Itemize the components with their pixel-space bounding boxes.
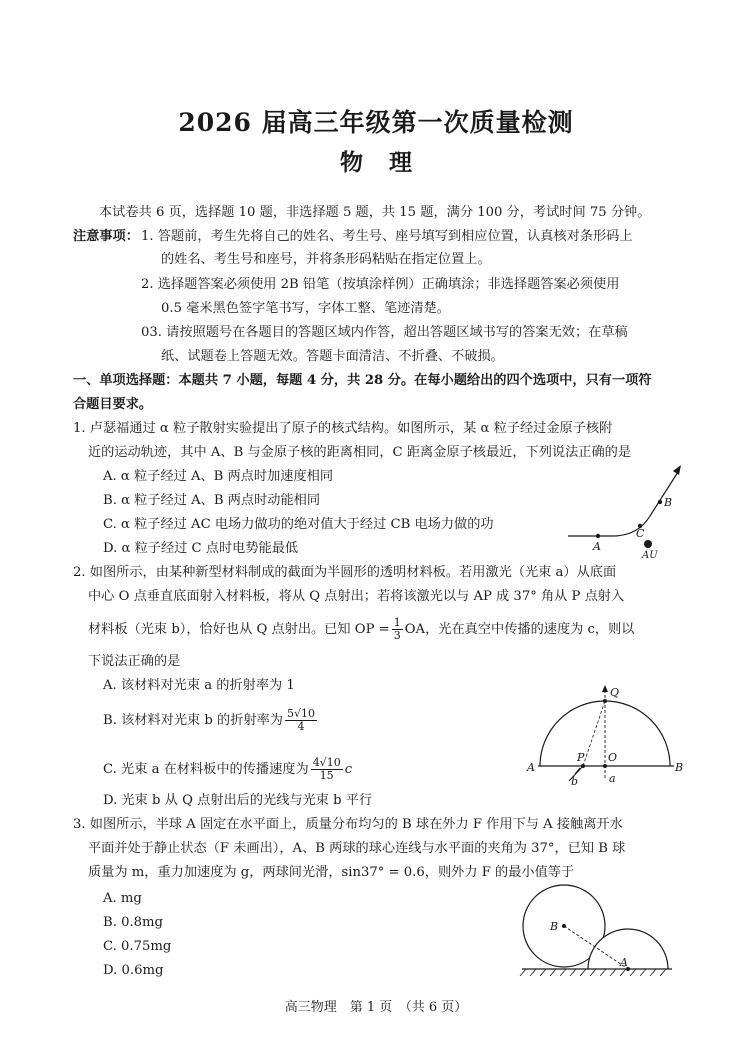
q1-option-c: C. α 粒子经过 AC 电场力做功的绝对值大于经过 CB 电场力做的功: [103, 517, 494, 532]
q2-option-b-fraction: [285, 708, 317, 733]
q2-label-beam-a: a: [609, 772, 616, 785]
q3-spheres-figure: [516, 880, 676, 984]
q3-stem-line-1: 3. 如图所示，半球 A 固定在水平面上，质量分布均匀的 B 球在外力 F 作用下与 A 接触离开水: [73, 817, 623, 832]
q2-stem-line-2: 中心 O 点垂直底面射入材料板，将从 Q 点射出；若将该激光以与 AP 成 37° 角从 P 点射入: [88, 589, 625, 604]
q1-option-d: D. α 粒子经过 C 点时电势能最低: [103, 541, 299, 556]
q3-label-a: A: [620, 956, 628, 969]
notice-label: 注意事项：: [73, 229, 139, 244]
q3-option-c: C. 0.75mg: [103, 939, 172, 954]
q1-point-a: [596, 534, 600, 538]
q2-option-c-denominator: 15: [319, 769, 334, 782]
q2-option-c-fraction: [311, 757, 343, 782]
q2-option-b-numerator: 5√10: [286, 707, 315, 720]
q1-stem-line-2: 近的运动轨迹，其中 A、B 与金原子核的距离相同，C 距离金原子核最近，下列说法正确的是: [88, 445, 632, 460]
q1-label-au: AU: [642, 550, 658, 561]
q2-stem-line-3: [88, 617, 634, 642]
q1-label-c: C: [636, 527, 645, 540]
q2-label-beam-b: b: [571, 775, 579, 788]
q2-option-c: [103, 757, 352, 782]
q1-option-b: B. α 粒子经过 A、B 两点时动能相同: [103, 493, 321, 508]
q2-stem-line-1: 2. 如图所示，由某种新型材料制成的截面为半圆形的透明材料板。若用激光（光束 a）从底面: [73, 565, 617, 580]
q1-point-b: [658, 500, 662, 504]
q2-stem-line-3-part-b: OA，光在真空中传播的速度为 c，则以: [404, 622, 635, 637]
q3-option-a: A. mg: [103, 891, 142, 906]
notice-item-1-line-2: 的姓名、考生号和座号，并将条形码粘贴在指定位置上。: [161, 252, 491, 267]
section-1-heading-line-2: 合题目要求。: [73, 397, 153, 412]
q3-label-b: B: [550, 920, 559, 933]
q1-label-b: B: [664, 496, 673, 509]
subject-title: 物理: [340, 149, 438, 176]
q1-label-a: A: [593, 540, 601, 553]
exam-title: 2026 届高三年级第一次质量检测: [178, 108, 574, 137]
q2-option-c-numerator: 4√10: [312, 756, 341, 769]
q3-option-b: B. 0.8mg: [103, 915, 163, 930]
q2-fraction-one-third: [392, 617, 403, 642]
q3-stem-line-2: 平面并处于静止状态（F 未画出），A、B 两球的球心连线与水平面的夹角为 37°，已知 B 球: [88, 841, 626, 856]
notice-item-3-line-2: 纸、试题卷上答题无效。答题卡面清洁、不折叠、不破损。: [161, 349, 504, 364]
notice-item-2-line-2: 0.5 毫米黑色签字笔书写，字体工整、笔迹清楚。: [161, 301, 450, 316]
q2-stem-line-4: 下说法正确的是: [88, 654, 181, 669]
q2-option-c-text: C. 光束 a 在材料板中的传播速度为: [103, 762, 309, 777]
q2-label-a: A: [527, 761, 535, 774]
gold-nucleus-dot: [644, 540, 652, 548]
q2-stem-line-3-part-a: 材料板（光束 b），恰好也从 Q 点射出。已知 OP =: [88, 622, 390, 637]
q2-option-a: A. 该材料对光束 a 的折射率为 1: [103, 678, 295, 693]
q2-fraction-numerator: 1: [393, 616, 401, 629]
q2-option-d: D. 光束 b 从 Q 点射出后的光线与光束 b 平行: [103, 793, 373, 808]
q3-option-d: D. 0.6mg: [103, 963, 164, 978]
section-1-heading-line-1: 一、单项选择题：本题共 7 小题，每题 4 分，共 28 分。在每小题给出的四个选项中，只有一项符: [73, 373, 652, 388]
q1-stem-line-1: 1. 卢瑟福通过 α 粒子散射实验提出了原子的核式结构。如图所示，某 α 粒子经过金原子核附: [73, 421, 613, 436]
q2-label-q: Q: [610, 686, 620, 699]
q2-fraction-denominator: 3: [393, 629, 401, 642]
q2-label-o: O: [608, 751, 618, 764]
q3-stem-line-3: 质量为 m，重力加速度为 g，两球间光滑，sin37° = 0.6，则外力 F 的最小值等于: [88, 865, 575, 880]
page-footer: 高三物理 第 1 页 （共 6 页）: [284, 1000, 468, 1015]
q1-option-a: A. α 粒子经过 A、B 两点时加速度相同: [103, 469, 334, 484]
q1-trajectory-figure: [560, 458, 690, 562]
exam-intro: 本试卷共 6 页，选择题 10 题，非选择题 5 题，共 15 题，满分 100 分，考试时间 75 分钟。: [99, 205, 651, 220]
q2-option-c-suffix: c: [344, 762, 353, 777]
q2-semicircle-figure: [524, 678, 690, 788]
q2-option-b-denominator: 4: [297, 720, 305, 733]
q2-option-b: [103, 708, 319, 733]
notice-item-3-line-1: 03. 请按照题号在各题目的答题区域内作答，超出答题区域书写的答案无效；在草稿: [141, 325, 628, 340]
q2-option-b-text: B. 该材料对光束 b 的折射率为: [103, 713, 283, 728]
notice-item-2-line-1: 2. 选择题答案必须使用 2B 铅笔（按填涂样例）正确填涂；非选择题答案必须使用: [141, 277, 620, 292]
q2-label-b: B: [675, 761, 684, 774]
notice-item-1-line-1: 1. 答题前，考生先将自己的姓名、考生号、座号填写到相应位置，认真核对条形码上: [141, 229, 633, 244]
q2-label-p: P: [577, 751, 585, 764]
